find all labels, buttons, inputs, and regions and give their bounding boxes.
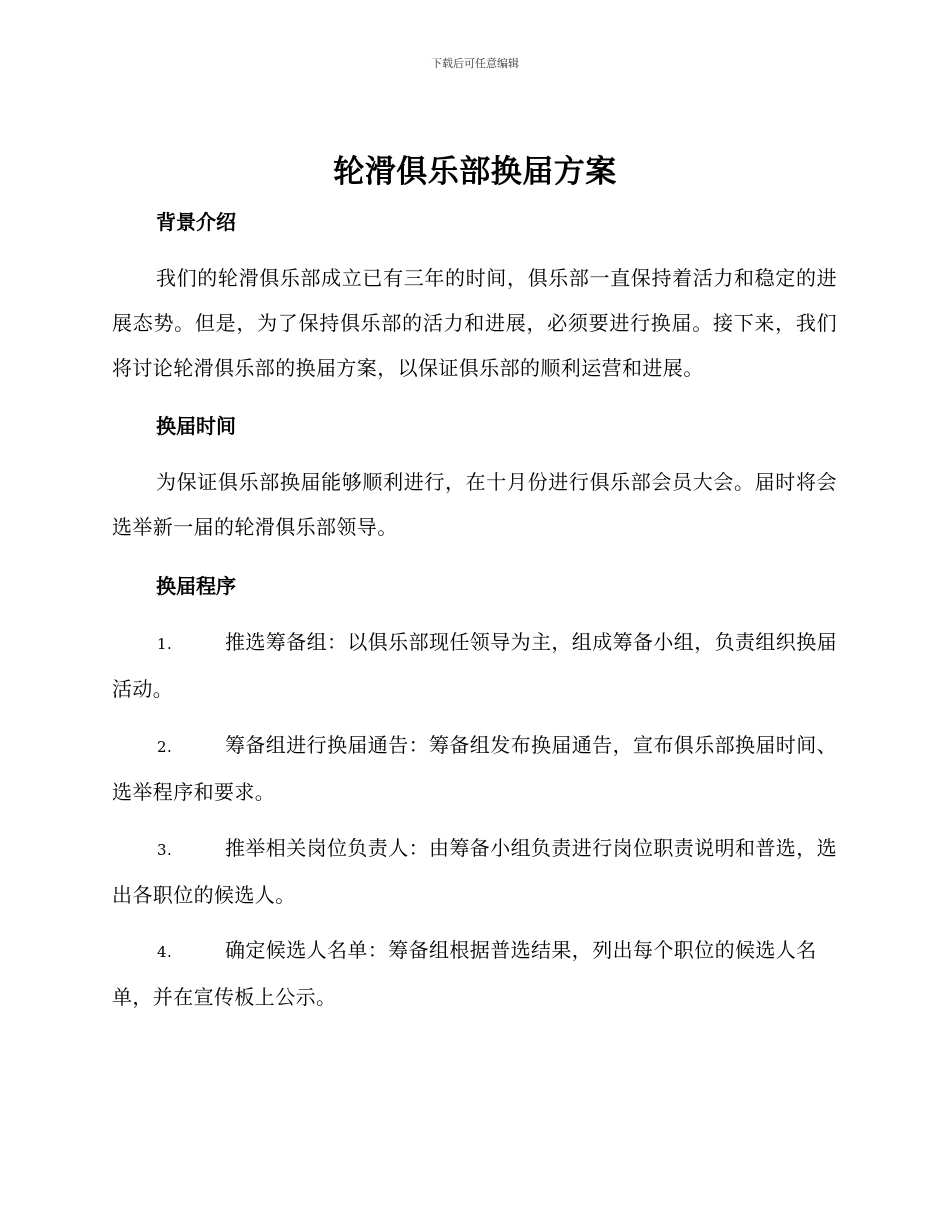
list-item-text: 推举相关岗位负责人：由筹备小组负责进行岗位职责说明和普选，选出各职位的候选人。 (112, 836, 837, 907)
procedure-list-item (112, 723, 837, 815)
list-item-text: 确定候选人名单：筹备组根据普选结果，列出每个职位的候选人名单，并在宣传板上公示。 (112, 938, 817, 1009)
procedure-list-item (112, 928, 837, 1020)
procedure-list-item (112, 620, 837, 712)
list-item-text: 推选筹备组：以俱乐部现任领导为主，组成筹备小组，负责组织换届活动。 (112, 630, 837, 701)
list-item-number: 3. (157, 841, 173, 859)
document-title: 轮滑俱乐部换届方案 (333, 154, 617, 190)
list-item-text: 筹备组进行换届通告：筹备组发布换届通告，宣布俱乐部换届时间、选举程序和要求。 (112, 733, 837, 804)
section-heading-procedure: 换届程序 (156, 574, 236, 598)
list-item-number: 1. (157, 635, 173, 653)
procedure-list-item (112, 826, 837, 918)
section-heading-background: 背景介绍 (156, 210, 236, 234)
background-paragraph: 我们的轮滑俱乐部成立已有三年的时间，俱乐部一直保持着活力和稳定的进展态势。但是，为了保持俱乐部的活力和进展，必须要进行换届。接下来，我们将讨论轮滑俱乐部的换届方案，以保证俱乐部的顺利运营和进展。 (112, 266, 837, 380)
page-header-note: 下载后可任意编辑 (431, 57, 519, 70)
list-item-number: 4. (157, 943, 173, 961)
list-item-number: 2. (157, 738, 173, 756)
section-heading-time: 换届时间 (156, 414, 236, 438)
time-paragraph: 为保证俱乐部换届能够顺利进行，在十月份进行俱乐部会员大会。届时将会选举新一届的轮滑俱乐部领导。 (112, 470, 837, 539)
